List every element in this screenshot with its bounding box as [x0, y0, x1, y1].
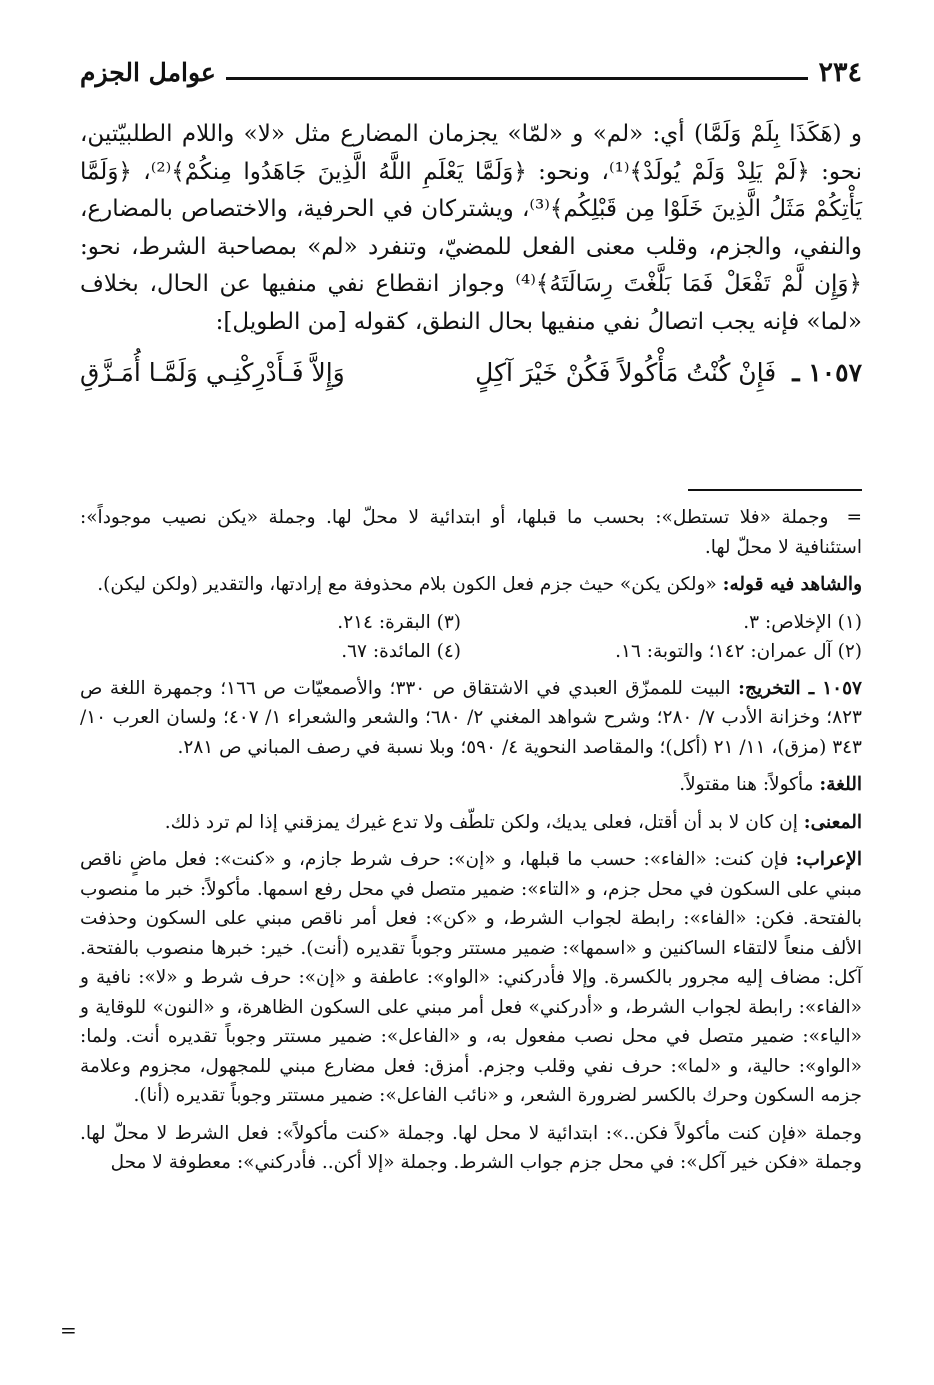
verse-first-hemistich: فَإِنْ كُنْتُ مَأْكُولاً فَكُنْ خَيْرَ آكِلٍ — [475, 358, 777, 387]
takhrij-note — [80, 674, 862, 763]
jumla-note: وجملة «فإن كنت مأكولاً فكن..»: ابتدائية لا محل لها. وجملة «كنت مأكولاً»: فعل الشرط لا محلّ لها. وجملة «فكن خير آكل»: في محل جزم جواب الشرط. وجملة «إلا أكن.. فأدركني»: معطوفة لا محل — [80, 1122, 862, 1173]
maana-text: إن كان لا بد أن أقتل، فعلى يديك، ولكن تلطّف ولا تدع غيرك يمزقني إذا لم ترد ذلك. — [164, 811, 798, 833]
shahid-note — [80, 570, 862, 600]
header-rule — [226, 77, 809, 80]
continuation-marker: = — [846, 507, 862, 528]
quran-references — [80, 608, 862, 666]
footnote-ref-2: (٢) آل عمران: ١٤٢؛ والتوبة: ١٦. — [615, 640, 862, 662]
takhrij-text: البيت للممزّق العبدي في الاشتقاق ص ٣٣٠؛ والأصمعيّات ص ١٦٦؛ وجمهرة اللغة ص ٨٢٣؛ وخزانة الأدب ٧/ ٢٨٠؛ وشرح شواهد المغني ٢/ ٦٨٠؛ والشعر والشعراء ١/ ٤٠٧؛ ولسان العرب ١٠/ ٣٤٣ (مزق)، ١١/ ٢١ (أكل)؛ والمقاصد النحوية ٤/ ٥٩٠؛ وبلا نسبة في رصف المباني ص ٢٨١. — [80, 677, 862, 758]
footnote-separator — [688, 489, 862, 491]
shahid-text: «ولكن يكن» حيث جزم فعل الكون بلام محذوفة مع إرادتها، والتقدير (ولكن ليكن). — [97, 574, 717, 595]
irab-label: الإعراب: — [795, 849, 862, 870]
page-continuation-marker: = — [60, 1318, 77, 1342]
lugha-text: مأكولاً: هنا مقتولاً. — [679, 774, 814, 795]
verse-second-hemistich: وَإِلاَّ فَـأَدْرِكْنِـي وَلَمَّـا أُمَـزَّقِ — [80, 358, 345, 387]
main-paragraph: و (هَكَذَا بِلَمْ وَلَمَّا) أي: «لم» و «لمّا» يجزمان المضارع مثل «لا» واللام الطلبيّتين، نحو: ﴿لَمْ يَلِدْ وَلَمْ يُولَدْ﴾⁽¹⁾، ونحو: ﴿وَلَمَّا يَعْلَمِ اللَّهُ الَّذِينَ جَاهَدُوا مِنكُمْ﴾⁽²⁾، ﴿وَلَمَّا يَأْتِكُمْ مَثَلُ الَّذِينَ خَلَوْا مِن قَبْلِكُم﴾⁽³⁾، ويشتركان في الحرفية، والاختصاص بالمضارع، والنفي، والجزم، وقلب معنى الفعل للمضيّ، وتنفرد «لم» بمصاحبة الشرط، نحو: ﴿وَإِن لَّمْ تَفْعَلْ فَمَا بَلَّغْتَ رِسَالَتَهُ﴾⁽⁴⁾ وجواز انقطاع نفي منفيها عن الحال، بخلاف «لما» فإنه يجب اتصالُ نفي منفيها بحال النطق، كقوله [من الطويل]: — [80, 121, 863, 335]
lugha-label: اللغة: — [819, 774, 862, 795]
maana-label: المعنى: — [803, 811, 862, 833]
takhrij-label: ١٠٥٧ ـ التخريج: — [738, 677, 862, 699]
chapter-title: عوامل الجزم — [80, 57, 216, 87]
irab-text: فإن كنت: «الفاء»: حسب ما قبلها، و «إن»: حرف شرط جازم، و «كنت»: فعل ماضٍ ناقص مبني على السكون في محل جزم، و «التاء»: ضمير متصل في محل رفع اسمها. مأكولاً: خبر ما منصوب بالفتحة. فكن: «الفاء»: رابطة لجواب الشرط، و «كن»: فعل أمر ناقص مبني على السكون وحذفت الألف منعاً لالتقاء الساكنين و «اسمها»: ضمير مستتر وجوباً تقديره (أنت). خير: خبرها منصوب بالفتحة. آكل: مضاف إليه مجرور بالكسرة. وإلا فأدركني: «الواو»: عاطفة و «إن»: حرف شرط و «لا»: نافية و «الفاء»: رابطة لجواب الشرط، و «أدركني» فعل أمر مبني على السكون الظاهرة، و «النون» للوقاية و «الياء»: ضمير متصل في محل نصب مفعول به، و «الفاعل»: ضمير مستتر وجوباً تقديره أنت. ولما: «الواو»: حالية، و «لما»: حرف نفي وقلب وجزم. أمزق: فعل مضارع مبني للمجهول، مجزوم وعلامة جزمه السكون وحرك بالكسر لضرورة الشعر، و «نائب الفاعل»: ضمير مستتر وجوباً تقديره (أنا). — [80, 849, 862, 1106]
irab-note — [80, 845, 862, 1111]
main-text — [80, 116, 862, 395]
footnote-ref-3: (٣) البقرة: ٢١٤. — [337, 611, 461, 633]
poem-verse — [80, 351, 862, 395]
footnote-ref-4: (٤) المائدة: ٦٧. — [341, 640, 461, 662]
continuation-text: وجملة «فلا تستطل»: بحسب ما قبلها، أو ابتدائية لا محلّ لها. وجملة «يكن نصيب موجوداً»: استئنافية لا محلّ لها. — [80, 507, 862, 558]
page-number: ٢٣٤ — [818, 56, 862, 88]
verse-number: ١٠٥٧ ـ — [792, 358, 862, 387]
footnotes — [80, 503, 862, 1186]
lugha-note — [80, 770, 862, 800]
footnote-ref-1: (١) الإخلاص: ٣. — [743, 611, 862, 633]
shahid-label: والشاهد فيه قوله: — [722, 574, 862, 595]
maana-note — [80, 808, 862, 838]
footnote-continuation — [80, 503, 862, 562]
running-header — [80, 52, 862, 92]
